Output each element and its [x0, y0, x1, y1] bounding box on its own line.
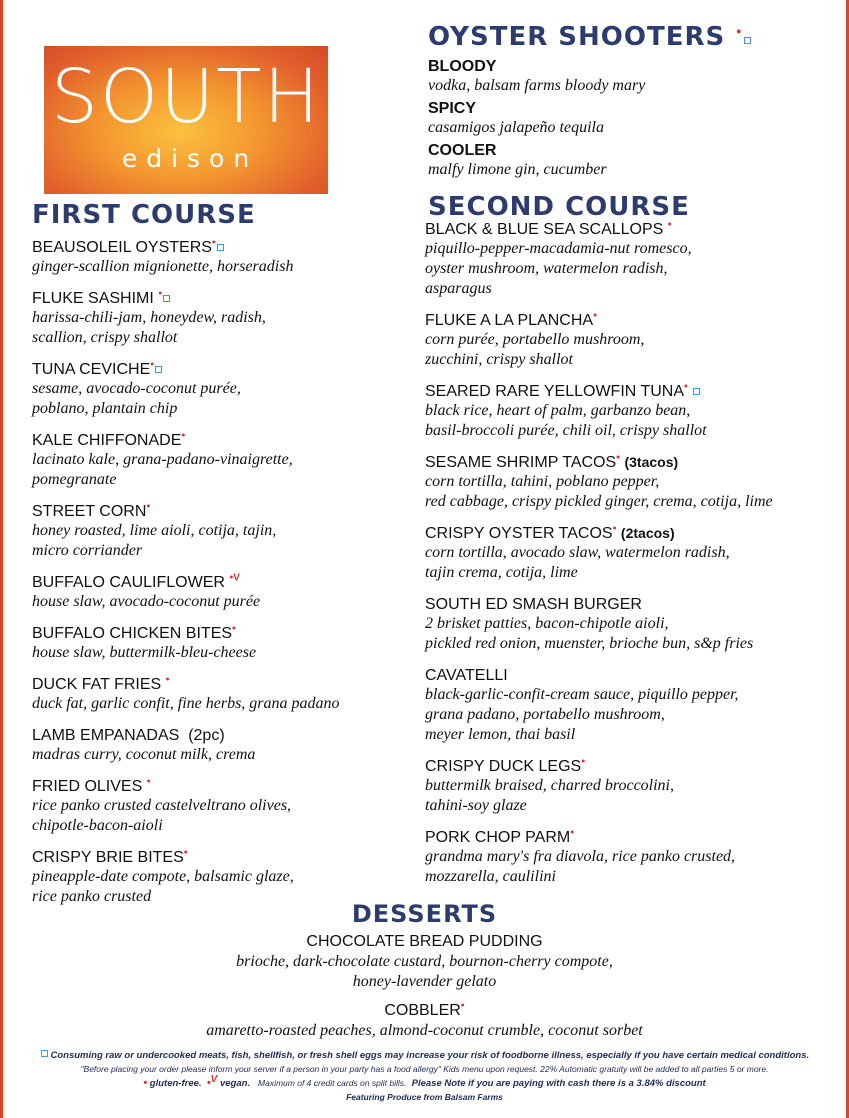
- gluten-free-dot-icon: •: [612, 522, 617, 535]
- item-name: COOLER: [428, 142, 497, 159]
- item-desc: ginger-scallion mignionette, horseradish: [32, 258, 294, 275]
- item-name-row: [0, 1001, 849, 1021]
- item-name-row: [32, 573, 412, 592]
- second-course-heading: SECOND COURSE: [428, 192, 690, 222]
- item-desc: vodka, balsam farms bloody mary: [428, 77, 646, 94]
- item-name: DUCK FAT FRIES: [32, 676, 162, 693]
- item-name-row: [32, 289, 412, 308]
- item-name-row: [32, 777, 412, 796]
- item-name: FLUKE SASHIMI: [32, 290, 154, 307]
- dessert-desc: brioche, dark-chocolate custard, bournon-cherry compote, honey-lavender gelato: [236, 953, 613, 990]
- list-item: [428, 57, 838, 96]
- item-name: TUNA CEVICHE: [32, 361, 151, 378]
- produce-note: Featuring Produce from Balsam Farms: [346, 1092, 503, 1102]
- raw-square-icon: [41, 1050, 48, 1057]
- item-name-row: [425, 311, 840, 330]
- item-name-row: [32, 360, 412, 379]
- item-name-row: [425, 382, 840, 401]
- list-item: [425, 453, 840, 512]
- item-name: BEAUSOLEIL OYSTERS: [32, 239, 212, 256]
- list-item: [32, 360, 412, 419]
- item-desc: rice panko crusted castelveltrano olives, chipotle-bacon-aioli: [32, 797, 292, 834]
- list-item: [428, 99, 838, 138]
- list-item: [425, 524, 840, 583]
- item-desc: pineapple-date compote, balsamic glaze, rice panko crusted: [32, 868, 294, 905]
- list-item: [32, 431, 412, 490]
- gluten-free-dot-icon: •: [593, 309, 597, 322]
- restaurant-logo: [44, 46, 328, 194]
- item-name-row: [425, 828, 840, 847]
- gluten-free-dot-icon: •: [150, 358, 155, 371]
- item-name-row: [425, 220, 840, 239]
- gluten-free-dot-icon: •: [232, 622, 236, 635]
- item-desc: black rice, heart of palm, garbanzo bean, basil-broccoli purée, chili oil, crispy shallot: [425, 402, 707, 439]
- legend-line: [0, 1073, 849, 1091]
- item-desc: house slaw, buttermilk-bleu-cheese: [32, 644, 257, 661]
- gluten-free-dot-icon: •: [158, 287, 163, 300]
- vegan-icon: V: [210, 1073, 218, 1085]
- logo-main-text: SOUTH: [50, 54, 322, 140]
- gluten-free-dot-icon: •: [684, 380, 688, 393]
- oyster-shooters-title: OYSTER SHOOTERS: [428, 22, 726, 52]
- item-name: PORK CHOP PARM: [425, 829, 571, 846]
- gluten-free-dot-icon: •: [165, 673, 170, 686]
- item-name: BUFFALO CAULIFLOWER: [32, 574, 225, 591]
- item-name-row: [32, 238, 412, 257]
- item-name: SPICY: [428, 100, 477, 117]
- list-item: [32, 289, 412, 348]
- item-name: SESAME SHRIMP TACOS: [425, 454, 617, 471]
- first-course-heading: FIRST COURSE: [32, 200, 256, 230]
- list-item: [425, 382, 840, 441]
- list-item: [425, 220, 840, 299]
- gluten-free-dot-icon: •: [570, 826, 575, 839]
- list-item: [32, 573, 412, 612]
- item-name-row: [425, 524, 840, 543]
- gluten-free-dot-icon: •: [735, 25, 744, 39]
- item-desc: corn purée, portabello mushroom, zucchini, crispy shallot: [425, 331, 645, 368]
- item-name: BUFFALO CHICKEN BITES: [32, 625, 233, 642]
- item-name-row: [425, 453, 840, 472]
- item-name: LAMB EMPANADAS (2pc): [32, 727, 225, 744]
- item-desc: buttermilk braised, charred broccolini, tahini-soy glaze: [425, 777, 674, 814]
- item-name: CRISPY BRIE BITES: [32, 849, 184, 866]
- desserts-section: [0, 902, 849, 1041]
- item-desc: corn tortilla, avocado slaw, watermelon radish, tajin crema, cotija, lime: [425, 544, 730, 581]
- item-desc: corn tortilla, tahini, poblano pepper, red cabbage, crispy pickled ginger, crema, cotija, lime: [425, 473, 773, 510]
- list-item: [425, 666, 840, 745]
- gluten-free-label: gluten-free.: [149, 1078, 202, 1089]
- dessert-desc: amaretto-roasted peaches, almond-coconut crumble, coconut sorbet: [206, 1022, 643, 1039]
- vegan-icon: V: [233, 572, 240, 584]
- item-name-row: [32, 848, 412, 867]
- list-item: [425, 595, 840, 654]
- raw-square-icon: [693, 388, 700, 395]
- item-desc: black-garlic-confit-cream sauce, piquillo pepper, grana padano, portabello mushroom, meyer lemon, thai basil: [425, 686, 739, 743]
- list-item: [32, 675, 412, 714]
- item-name: KALE CHIFFONADE: [32, 432, 182, 449]
- oyster-shooters-heading: [428, 24, 751, 50]
- item-desc: casamigos jalapeño tequila: [428, 119, 604, 136]
- item-extra: (2tacos): [620, 525, 675, 541]
- item-name-row: [425, 757, 840, 776]
- dessert-name: COBBLER: [384, 1002, 461, 1019]
- item-extra: (3tacos): [624, 454, 679, 470]
- footer: [0, 1049, 849, 1104]
- item-desc: piquillo-pepper-macadamia-nut romesco, oyster mushroom, watermelon radish, asparagus: [425, 240, 692, 297]
- logo-sub-text: edison: [121, 144, 259, 173]
- gluten-free-dot-icon: •: [229, 571, 234, 584]
- item-name: BLOODY: [428, 58, 497, 75]
- list-item: [32, 624, 412, 663]
- list-item: [425, 311, 840, 370]
- list-item: [0, 932, 849, 992]
- item-desc: malfy limone gin, cucumber: [428, 161, 607, 178]
- gluten-free-dot-icon: •: [211, 236, 216, 249]
- oyster-shooters-list: [428, 57, 838, 180]
- gluten-free-dot-icon: •: [146, 500, 151, 513]
- raw-square-icon: [163, 295, 170, 302]
- list-item: [32, 502, 412, 561]
- raw-warning: [0, 1049, 849, 1063]
- item-desc: sesame, avocado-coconut purée, poblano, plantain chip: [32, 380, 241, 417]
- gluten-free-dot-icon: •: [181, 429, 186, 442]
- list-item: [428, 141, 838, 180]
- raw-warning-text: Consuming raw or undercooked meats, fish, shellfish, or fresh shell eggs may increase your risk of foodborne illness, especially if you have certain medical conditions.: [50, 1050, 810, 1061]
- item-desc: harissa-chili-jam, honeydew, radish, scallion, crispy shallot: [32, 309, 266, 346]
- raw-square-icon: [217, 244, 224, 251]
- item-desc: honey roasted, lime aioli, cotija, tajin, micro corriander: [32, 522, 277, 559]
- allergy-note: "Before placing your order please inform your server if a person in your party has a food allergy" Kids menu upon request. 22% Automatic gratuity will be added to all parties 5 or more.: [80, 1064, 769, 1074]
- item-desc: grandma mary's fra diavola, rice panko crusted, mozzarella, caulilini: [425, 848, 736, 885]
- gluten-free-dot-icon: •: [581, 755, 586, 768]
- item-desc: duck fat, garlic confit, fine herbs, grana padano: [32, 695, 340, 712]
- raw-square-icon: [744, 37, 751, 44]
- cards-note: Maximum of 4 credit cards on split bills.: [258, 1078, 407, 1088]
- item-name: SEARED RARE YELLOWFIN TUNA: [425, 383, 685, 400]
- item-name-row: [32, 624, 412, 643]
- item-name-row: [32, 431, 412, 450]
- item-name-row: [32, 502, 412, 521]
- gluten-free-dot-icon: •: [183, 846, 188, 859]
- item-name: FLUKE A LA PLANCHA: [425, 312, 594, 329]
- item-desc: house slaw, avocado-coconut purée: [32, 593, 261, 610]
- item-name: BLACK & BLUE SEA SCALLOPS: [425, 221, 664, 238]
- cash-note: Please Note if you are paying with cash there is a 3.84% discount: [411, 1078, 706, 1089]
- item-name: STREET CORN: [32, 503, 147, 520]
- first-course-list: [32, 238, 412, 919]
- second-course-list: [425, 220, 840, 899]
- gluten-free-dot-icon: •: [667, 218, 672, 231]
- gluten-free-dot-icon: •: [616, 451, 621, 464]
- list-item: [0, 1001, 849, 1041]
- raw-square-icon: [155, 366, 162, 373]
- item-name-row: [32, 675, 412, 694]
- list-item: [425, 828, 840, 887]
- list-item: [425, 757, 840, 816]
- item-desc: lacinato kale, grana-padano-vinaigrette, pomegranate: [32, 451, 293, 488]
- dessert-name: CHOCOLATE BREAD PUDDING: [306, 933, 543, 950]
- list-item: [32, 238, 412, 277]
- gluten-free-dot-icon: •: [460, 999, 465, 1012]
- item-desc: madras curry, coconut milk, crema: [32, 746, 256, 763]
- item-name: SOUTH ED SMASH BURGER: [425, 596, 642, 613]
- vegan-label: vegan.: [219, 1078, 251, 1089]
- gluten-free-dot-icon: •: [143, 1077, 148, 1089]
- gluten-free-dot-icon: •: [146, 775, 151, 788]
- item-name: CAVATELLI: [425, 667, 508, 684]
- item-desc: 2 brisket patties, bacon-chipotle aioli, pickled red onion, muenster, brioche bun, s&p fries: [425, 615, 754, 652]
- item-name: CRISPY OYSTER TACOS: [425, 525, 613, 542]
- desserts-heading: DESSERTS: [351, 900, 498, 928]
- gluten-free-dot-icon: •: [206, 1077, 211, 1089]
- list-item: [32, 777, 412, 836]
- list-item: [32, 848, 412, 907]
- item-name: FRIED OLIVES: [32, 778, 143, 795]
- list-item: [32, 726, 412, 765]
- item-name: CRISPY DUCK LEGS: [425, 758, 582, 775]
